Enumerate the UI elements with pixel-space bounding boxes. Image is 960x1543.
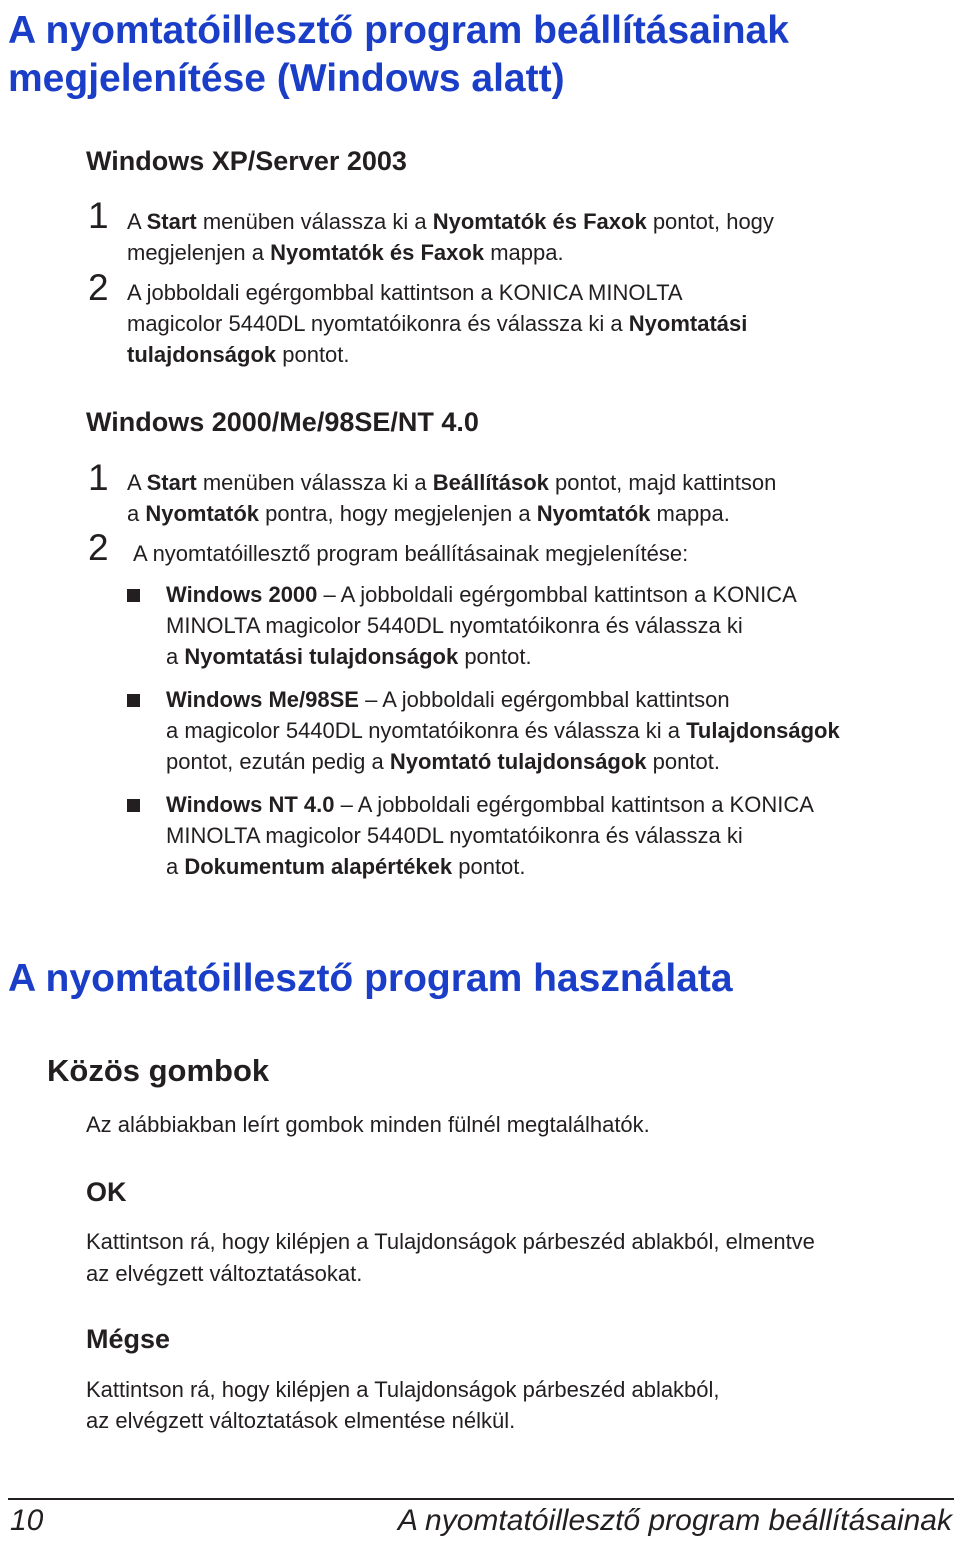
bullet-1-line-3: a Nyomtatási tulajdonságok pontot. bbox=[166, 644, 532, 669]
xp-step-1-line-1: A Start menüben válassza ki a Nyomtatók és Faxok pontot, hogy bbox=[127, 209, 774, 234]
common-buttons-intro: Az alábbiakban leírt gombok minden fülnél megtalálhatók. bbox=[86, 1112, 650, 1137]
section-title-line-2: megjelenítése (Windows alatt) bbox=[8, 57, 565, 100]
bullet-3-line-1: Windows NT 4.0 – A jobboldali egérgombbal kattintson a KONICA bbox=[166, 792, 814, 817]
w2000-step-2-line-1: A nyomtatóillesztő program beállításainak megjelenítése: bbox=[133, 541, 689, 566]
w2000-step-1-line-2: a Nyomtatók pontra, hogy megjelenjen a Nyomtatók mappa. bbox=[127, 501, 730, 526]
bullet-square bbox=[127, 799, 140, 812]
xp-step-1-number: 1 bbox=[88, 195, 109, 236]
xp-step-2-line-3: tulajdonságok pontot. bbox=[127, 342, 350, 367]
footer-chapter-title: A nyomtatóillesztő program beállításainak bbox=[397, 1504, 952, 1537]
bullet-2-line-3: pontot, ezután pedig a Nyomtató tulajdonságok pontot. bbox=[166, 749, 720, 774]
bullet-square bbox=[127, 694, 140, 707]
ok-description-line-2: az elvégzett változtatásokat. bbox=[86, 1261, 363, 1286]
bullet-3-line-3: a Dokumentum alapértékek pontot. bbox=[166, 854, 526, 879]
bullet-2-line-1: Windows Me/98SE – A jobboldali egérgombbal kattintson bbox=[166, 687, 730, 712]
footer-divider bbox=[8, 1498, 954, 1500]
w2000-step-1-number: 1 bbox=[88, 457, 109, 498]
section-2-title: A nyomtatóillesztő program használata bbox=[8, 957, 733, 1000]
w2000-heading: Windows 2000/Me/98SE/NT 4.0 bbox=[86, 407, 479, 437]
xp-step-2-line-1: A jobboldali egérgombbal kattintson a KONICA MINOLTA bbox=[127, 280, 683, 305]
cancel-description-line-1: Kattintson rá, hogy kilépjen a Tulajdonságok párbeszéd ablakból, bbox=[86, 1377, 720, 1402]
xp-step-2-line-2: magicolor 5440DL nyomtatóikonra és válassza ki a Nyomtatási bbox=[127, 311, 748, 336]
section-title-line-1: A nyomtatóillesztő program beállításainak bbox=[8, 9, 789, 52]
bullet-2-line-2: a magicolor 5440DL nyomtatóikonra és válassza ki a Tulajdonságok bbox=[166, 718, 840, 743]
bullet-3-line-2: MINOLTA magicolor 5440DL nyomtatóikonra és válassza ki bbox=[166, 823, 743, 848]
cancel-description-line-2: az elvégzett változtatások elmentése nélkül. bbox=[86, 1408, 516, 1433]
bullet-1-line-2: MINOLTA magicolor 5440DL nyomtatóikonra és válassza ki bbox=[166, 613, 743, 638]
xp-step-2-number: 2 bbox=[88, 267, 109, 308]
ok-description-line-1: Kattintson rá, hogy kilépjen a Tulajdonságok párbeszéd ablakból, elmentve bbox=[86, 1229, 815, 1254]
w2000-step-1-line-1: A Start menüben válassza ki a Beállítások pontot, majd kattintson bbox=[127, 470, 777, 495]
w2000-step-2-number: 2 bbox=[88, 527, 109, 568]
xp-step-1-line-2: megjelenjen a Nyomtatók és Faxok mappa. bbox=[127, 240, 564, 265]
common-buttons-heading: Közös gombok bbox=[47, 1053, 270, 1088]
bullet-1-line-1: Windows 2000 – A jobboldali egérgombbal kattintson a KONICA bbox=[166, 582, 797, 607]
ok-heading: OK bbox=[86, 1177, 127, 1207]
cancel-heading: Mégse bbox=[86, 1324, 171, 1354]
xp-heading: Windows XP/Server 2003 bbox=[86, 146, 407, 176]
footer-page-number: 10 bbox=[10, 1504, 44, 1537]
bullet-square bbox=[127, 589, 140, 602]
